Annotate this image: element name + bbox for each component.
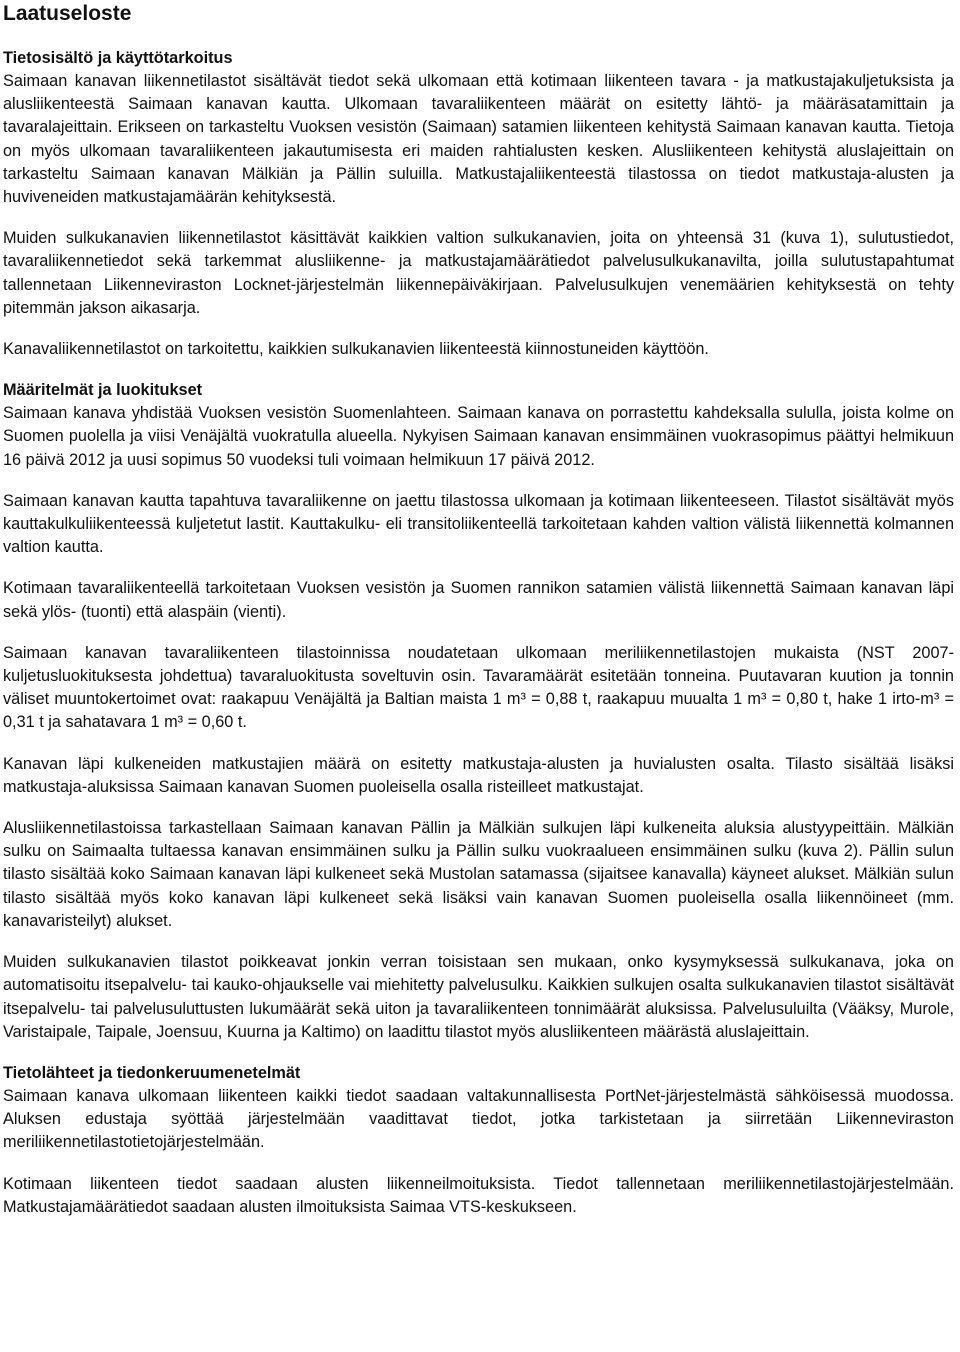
paragraph-saimaa-statistics: Saimaan kanavan liikennetilastot sisältävät tiedot sekä ulkomaan että kotimaan liikenteen tavara - ja matkustajakuljetuksista ja alusliikenteestä Saimaan kanavan kautta. Ulkomaan tavaraliikenteen määrät on esitetty lähtö- ja määräsatamittain ja tavaralajeittain. Erikseen on tarkasteltu Vuoksen vesistön (Saimaan) satamien liikenteen kehitystä Saimaan kanavan kautta. Tietoja on myös ulkomaan tavaraliikenteen jakautumisesta eri maiden rahtialusten kesken. Alusliikenteen kehitystä aluslajeittain on tarkasteltu Saimaan kanavan Mälkiän ja Pällin suluilla. Matkustajaliikenteestä tilastossa on tiedot matkustaja-alusten ja huviveneiden matkustajamäärän kehityksestä. [3, 72, 954, 207]
paragraph-vessel-traffic: Alusliikennetilastoissa tarkastellaan Saimaan kanavan Pällin ja Mälkiän sulkujen läpi kulkeneita aluksia alustyypeittäin. Mälkiän sulku on Saimaalta tultaessa kanavan ensimmäinen sulku ja Pällin sulku vuokraalueen ensimmäinen sulku (kuva 2). Pällin sulun tilasto sisältää koko Saimaan kanavan läpi kulkeneet sekä Mustolan satamassa (sijaitsee kanavalla) käyneet alukset. Mälkiän sulun tilasto sisältää myös koko kanavan läpi kulkeneet sekä lisäksi vain kanavan Suomen puoleisella osalla liikennöineet (mm. kanavaristeilyt) alukset. [3, 819, 954, 930]
paragraph-intended-use: Kanavaliikennetilastot on tarkoitettu, kaikkien sulkukanavien liikenteestä kiinnostuneiden käyttöön. [3, 340, 709, 359]
paragraph-domestic-cargo: Kotimaan tavaraliikenteellä tarkoitetaan Vuoksen vesistön ja Suomen rannikon satamien välistä liikennettä Saimaan kanavan läpi sekä ylös- (tuonti) että alaspäin (vienti). [3, 579, 954, 621]
section-heading-sources: Tietolähteet ja tiedonkeruumenetelmät [3, 1063, 301, 1082]
section-heading-content-purpose: Tietosisältö ja käyttötarkoitus [3, 49, 233, 67]
paragraph-portnet: Saimaan kanava ulkomaan liikenteen kaikki tiedot saadaan valtakunnallisesta PortNet-järjestelmästä sähköisessä muodossa. Aluksen edustaja syöttää järjestelmään vaadittavat tiedot, jotka tarkistetaan ja siirretään Liikenneviraston meriliikennetilastotietojärjestelmään. [3, 1086, 954, 1152]
paragraph-domestic-data: Kotimaan liikenteen tiedot saadaan alusten liikenneilmoituksista. Tiedot tallennetaan meriliikennetilastojärjestelmään. Matkustajamäärätiedot saadaan alusten ilmoituksista Saimaa VTS-keskukseen. [3, 1174, 954, 1216]
paragraph-passengers: Kanavan läpi kulkeneiden matkustajien määrä on esitetty matkustaja-alusten ja huvialusten osalta. Tilasto sisältää lisäksi matkustaja-aluksissa Saimaan kanavan Suomen puoleisella osalla risteilleet matkustajat. [3, 754, 954, 796]
paragraph-other-canal-stats: Muiden sulkukanavien tilastot poikkeavat jonkin verran toisistaan sen mukaan, onko kysymyksessä sulkukanava, joka on automatisoitu itsepalvelu- tai kauko-ohjaukselle vai miehitetty palvelusulku. Kaikkien sulkujen osalta sulkukanavien tilastot sisältävät itsepalvelu- tai palvelusuluttusten lukumäärät sekä uiton ja tavaraliikenteen tonnimäärät aluksissa. Palvelusuluilta (Vääksy, Murole, Varistaipale, Taipale, Joensuu, Kuurna ja Kaltimo) on laadittu tilastot myös alusliikenteen määrästä aluslajeittain. [3, 953, 954, 1041]
paragraph-cargo-split: Saimaan kanavan kautta tapahtuva tavaraliikenne on jaettu tilastossa ulkomaan ja kotimaan liikenteeseen. Tilastot sisältävät myös kauttakulkuliikenteessä kuljetetut lastit. Kauttakulku- eli transitoliikenteellä tarkoitetaan kahden valtion välistä liikennettä kolmannen valtion kautta. [3, 491, 954, 557]
paragraph-canal-definition: Saimaan kanava yhdistää Vuoksen vesistön Suomenlahteen. Saimaan kanava on porrastettu kahdeksalla sululla, joista kolme on Suomen puolella ja viisi Venäjältä vuokratulla alueella. Nykyisen Saimaan kanavan ensimmäinen vuokrasopimus päättyi helmikuun 16 päivä 2012 ja uusi sopimus 50 vuodeksi tuli voimaan helmikuun 17 päivä 2012. [3, 404, 954, 469]
paragraph-classification: Saimaan kanavan tavaraliikenteen tilastoinnissa noudatetaan ulkomaan meriliikennetilastojen mukaista (NST 2007-kuljetusluokituksesta johdettua) tavaraluokitusta soveltuvin osin. Tavaramäärät esitetään tonneina. Puutavaran kuution ja tonnin väliset muuntokertoimet ovat: raakapuu Venäjältä ja Baltian maista 1 m³ = 0,88 t, raakapuu muualta 1 m³ = 0,80 t, hake 1 irto-m³ = 0,31 t ja sahatavara 1 m³ = 0,60 t. [3, 643, 954, 732]
document-title: Laatuseloste [3, 2, 132, 25]
paragraph-other-canals: Muiden sulkukanavien liikennetilastot käsittävät kaikkien valtion sulkukanavien, joita on yhteensä 31 (kuva 1), sulutustiedot, tavaraliikennetiedot sekä tarkemmat alusliikenne- ja matkustajamäärätiedot palvelusulkukanavilta, joilla sulutustapahtumat tallennetaan Liikenneviraston Locknet-järjestelmän liikennepäiväkirjaan. Palvelusulkujen venemäärien kehityksestä on tehty pitemmän jakson aikasarja. [3, 229, 954, 317]
section-heading-definitions: Määritelmät ja luokitukset [3, 381, 203, 400]
